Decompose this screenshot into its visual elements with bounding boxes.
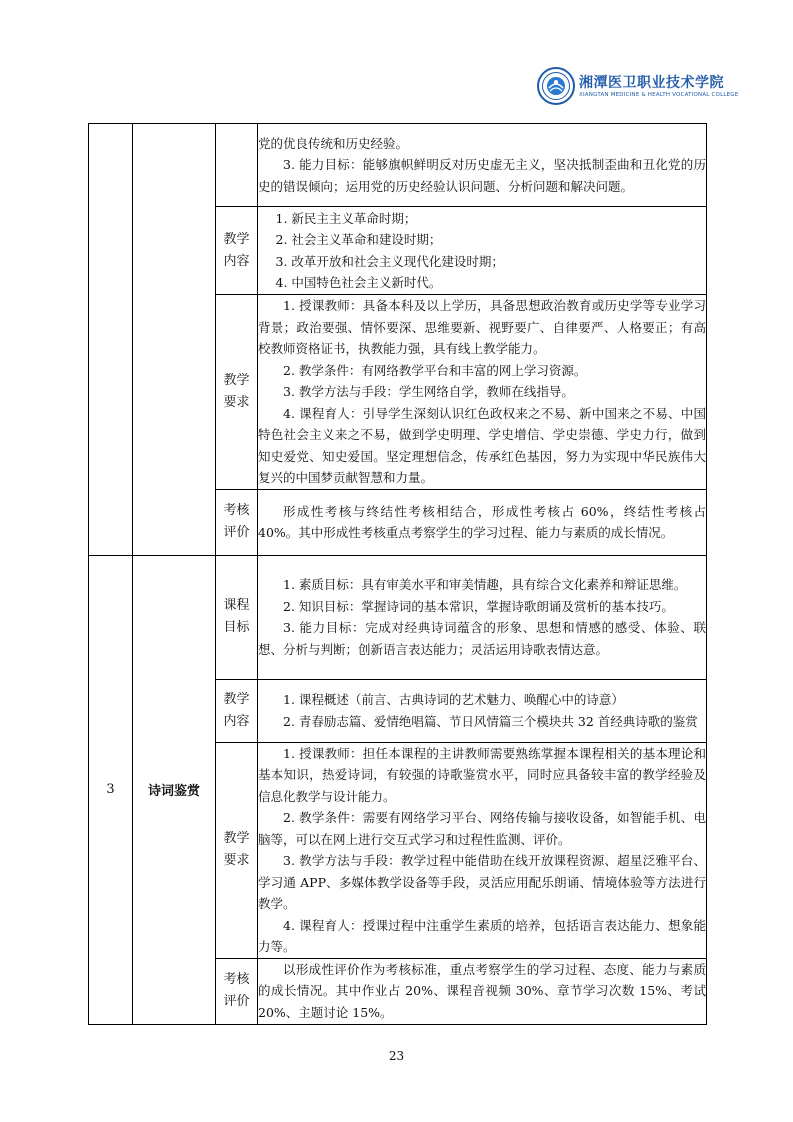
table-row [89,555,707,679]
course-table [88,123,707,1025]
course-number-cell: 3 [89,555,133,1024]
course-name-cell [133,124,216,556]
teaching-requirement-text: 1. 授课教师：担任本课程的主讲教师需要熟练掌握本课程相关的基本理论和基本知识，热爱诗词，有较强的诗歌鉴赏水平，同时应具备较丰富的教学经验及信息化教学与设计能力。 2. 教学条件：需要有网络学习平台、网络传输与接收设备，如智能手机、电脑等，可以在网上进行交互式学习和过程性监测、评价。 3. 教学方法与手段：教学过程中能借助在线开放课程资源、超星泛雅平台、学习通 APP、多媒体教学设备等手段，灵活应用配乐朗诵、情境体验等方法进行教学。 4. 课程育人：授课过程中注重学生素质的培养，包括语言表达能力、想象能力等。 [258,742,707,958]
section-label: 教学 内容 [216,679,258,742]
school-name-en: XIANGTAN MEDICINE & HEALTH VOCATIONAL COLLEGE [579,92,739,98]
course-number-cell [89,124,133,556]
course-name-cell: 诗词鉴赏 [133,555,216,1024]
section-label: 考核 评价 [216,489,258,555]
teaching-content-text: 1. 新民主主义革命时期； 2. 社会主义革命和建设时期； 3. 改革开放和社会主义现代化建设时期； 4. 中国特色社会主义新时代。 [258,207,707,295]
section-label: 教学 内容 [216,207,258,295]
school-logo [537,67,739,107]
section-label: 课程 目标 [216,555,258,679]
section-label: 教学 要求 [216,295,258,490]
section-label: 考核 评价 [216,958,258,1024]
assessment-text: 形成性考核与终结性考核相结合，形成性考核占 60%，终结性考核占 40%。其中形成性考核重点考察学生的学习过程、能力与素质的成长情况。 [258,489,707,555]
teaching-requirement-text: 1. 授课教师：具备本科及以上学历，具备思想政治教育或历史学等专业学习背景；政治要强、情怀要深、思维要新、视野要广、自律要严、人格要正；有高校教师资格证书，执教能力强，具有线上教学能力。 2. 教学条件：有网络教学平台和丰富的网上学习资源。 3. 教学方法与手段：学生网络自学，教师在线指导。 4. 课程育人：引导学生深刻认识红色政权来之不易、新中国来之不易、中国特色社会主义来之不易，做到学史明理、学史增信、学史崇德、学史力行，做到知史爱党、知史爱国。坚定理想信念，传承红色基因，努力为实现中华民族伟大复兴的中国梦贡献智慧和力量。 [258,295,707,490]
teaching-content-text: 1. 课程概述（前言、古典诗词的艺术魅力、唤醒心中的诗意） 2. 青春励志篇、爱情绝唱篇、节日风情篇三个模块共 32 首经典诗歌的鉴赏 [258,679,707,742]
page-number: 23 [388,1049,405,1063]
section-label [216,124,258,207]
school-seal-icon [537,67,575,105]
section-label: 教学 要求 [216,742,258,958]
course-goal-text: 党的优良传统和历史经验。 3. 能力目标：能够旗帜鲜明反对历史虚无主义，坚决抵制歪曲和丑化党的历史的错误倾向；运用党的历史经验认识问题、分析问题和解决问题。 [258,124,707,207]
table-row [89,124,707,207]
school-name: 湘潭医卫职业技术学院 [579,75,724,91]
course-goal-text: 1. 素质目标：具有审美水平和审美情趣，具有综合文化素养和辩证思维。 2. 知识目标：掌握诗词的基本常识，掌握诗歌朗诵及赏析的基本技巧。 3. 能力目标：完成对经典诗词蕴含的形象、思想和情感的感受、体验、联想、分析与判断；创新语言表达能力；灵活运用诗歌表情达意。 [258,555,707,679]
assessment-text: 以形成性评价作为考核标准，重点考察学生的学习过程、态度、能力与素质的成长情况。其中作业占 20%、课程音视频 30%、章节学习次数 15%、考试 20%、主题讨论 15%。 [258,958,707,1024]
